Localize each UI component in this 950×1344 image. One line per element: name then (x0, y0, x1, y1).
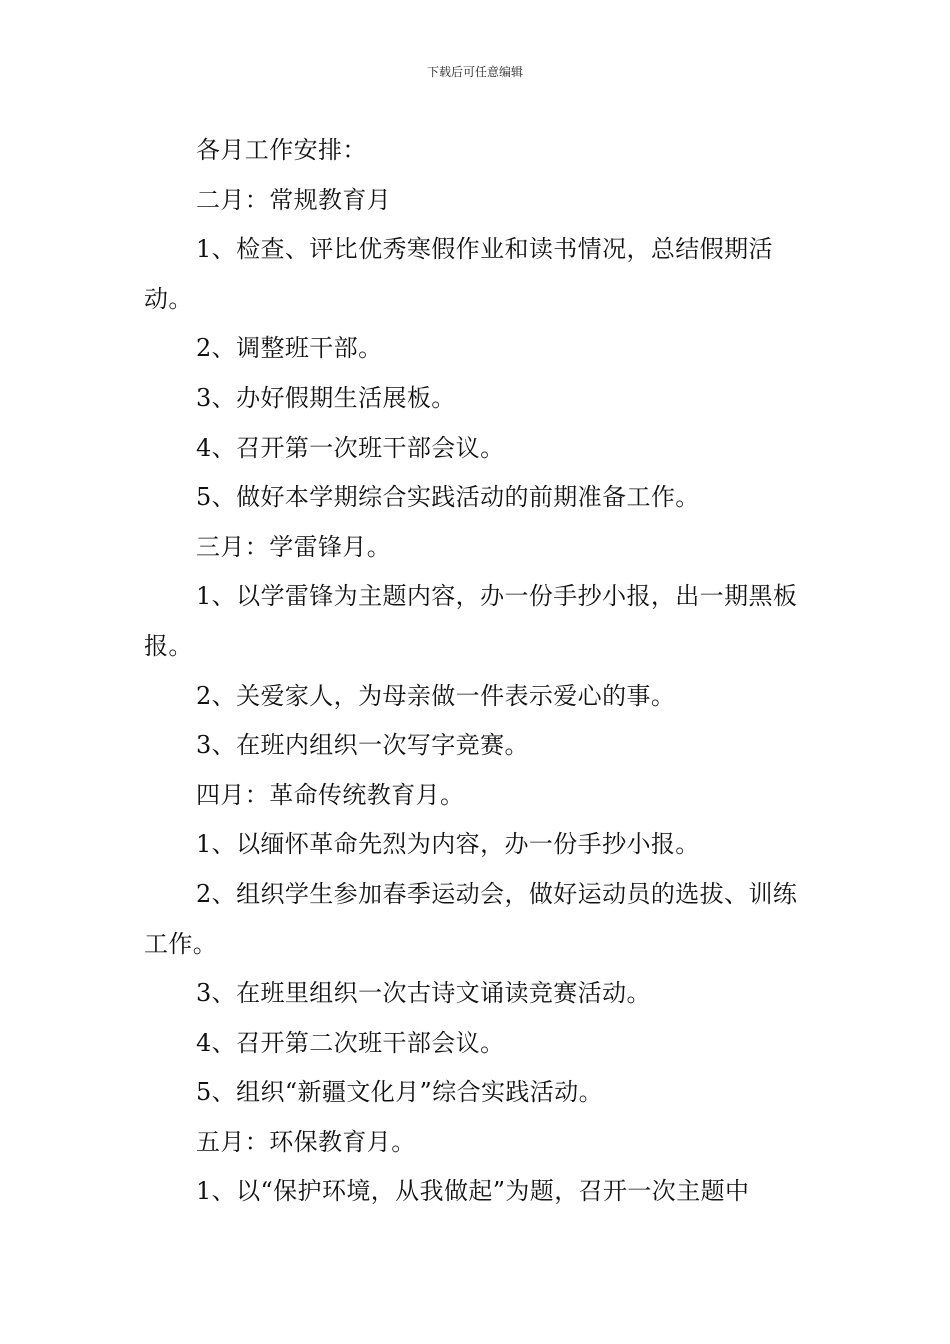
paragraph-may-item-1: 1、以“保护环境，从我做起”为题，召开一次主题中 (196, 1177, 750, 1206)
paragraph-february-heading: 二月：常规教育月 (196, 185, 392, 214)
paragraph-april-heading: 四月：革命传统教育月。 (196, 780, 465, 809)
paragraph-february-item-2: 2、调整班干部。 (196, 334, 383, 363)
paragraph-march-item-1: 1、以学雷锋为主题内容，办一份手抄小报，出一期黑板报。 (144, 582, 798, 660)
paragraph-february-item-5: 5、做好本学期综合实践活动的前期准备工作。 (196, 483, 700, 512)
paragraph-february-item-4: 4、召开第一次班干部会议。 (196, 433, 505, 462)
paragraph-april-item-5: 5、组织“新疆文化月”综合实践活动。 (196, 1078, 604, 1107)
paragraph-april-item-3: 3、在班里组织一次古诗文诵读竞赛活动。 (196, 979, 651, 1008)
paragraph-april-item-1: 1、以缅怀革命先烈为内容，办一份手抄小报。 (196, 830, 700, 859)
paragraph-february-item-1: 1、检查、评比优秀寒假作业和读书情况，总结假期活动。 (144, 235, 773, 313)
document-body (144, 126, 810, 1217)
paragraph-april-item-4: 4、召开第二次班干部会议。 (196, 1028, 505, 1057)
paragraph-monthly-plan-heading: 各月工作安排： (196, 136, 367, 164)
paragraph-february-item-3: 3、办好假期生活展板。 (196, 383, 456, 412)
paragraph-march-item-3: 3、在班内组织一次写字竞赛。 (196, 731, 529, 760)
paragraph-march-heading: 三月：学雷锋月。 (196, 532, 392, 561)
paragraph-april-item-2: 2、组织学生参加春季运动会，做好运动员的选拔、训练工作。 (144, 879, 798, 958)
paragraph-may-heading: 五月：环保教育月。 (196, 1127, 416, 1156)
paragraph-march-item-2: 2、关爱家人，为母亲做一件表示爱心的事。 (196, 681, 676, 710)
page-header-note: 下载后可任意编辑 (426, 65, 523, 79)
